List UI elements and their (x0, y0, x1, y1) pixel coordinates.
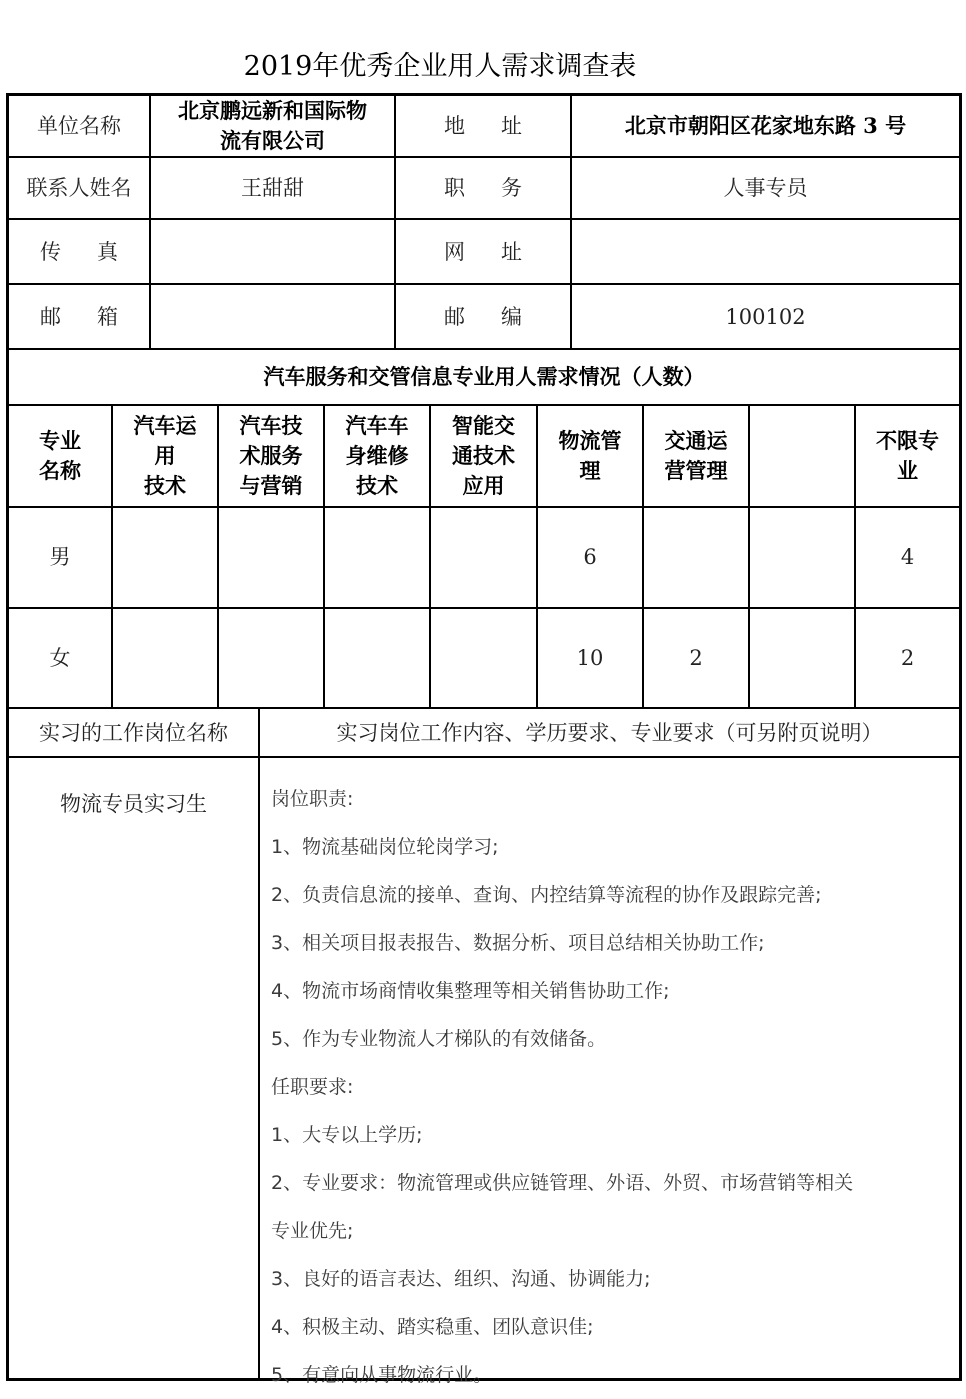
column-header-line: 不限专 (876, 428, 939, 453)
address-label (396, 96, 570, 156)
internship-name-header: 实习的工作岗位名称 (39, 720, 228, 745)
column-header-line: 与营销 (239, 473, 303, 498)
column-header (856, 406, 959, 506)
email-label-text: 邮 箱 (39, 304, 133, 329)
column-header-line: 交通运 (664, 428, 728, 453)
fax-value (151, 220, 394, 283)
table-cell: 2 (900, 646, 915, 670)
column-header-line: 汽车技 (239, 413, 303, 438)
internship-content-header: 实习岗位工作内容、学历要求、专业要求（可另附页说明） (336, 720, 883, 745)
description-line: 专业优先; (271, 1220, 354, 1242)
company-value (151, 96, 394, 156)
table-cell: 6 (583, 545, 597, 569)
table-cell (219, 508, 323, 606)
address-label-text: 地 址 (443, 114, 537, 138)
column-header-line: 应用 (462, 473, 505, 498)
column-header-line: 理 (579, 458, 601, 483)
row-label: 男 (49, 545, 71, 569)
fax-label-text: 传 真 (39, 239, 133, 264)
position-label-text: 职 务 (443, 176, 537, 200)
table-cell (644, 508, 748, 606)
column-header-line: 营管理 (664, 458, 728, 483)
address-value: 北京市朝阳区花家地东路 3 号 (624, 113, 907, 138)
company-value-line2: 流有限公司 (220, 128, 325, 153)
column-header-line: 技术 (144, 473, 186, 498)
document-title: 2019年优秀企业用人需求调查表 (243, 51, 637, 82)
row-divider (6, 756, 962, 758)
column-header-line: 专业 (39, 428, 81, 453)
description-line: 2、负责信息流的接单、查询、内控结算等流程的协作及跟踪完善; (271, 884, 822, 906)
column-header-line: 名称 (39, 458, 81, 483)
column-header-line: 智能交 (452, 413, 515, 438)
column-header-line: 用 (154, 443, 176, 468)
column-header-line: 物流管 (558, 428, 622, 453)
fax-label (9, 220, 149, 283)
description-line: 3、相关项目报表报告、数据分析、项目总结相关协助工作; (271, 932, 765, 954)
table-border-right (959, 93, 962, 1381)
website-label (396, 220, 570, 283)
demand-section-title: 汽车服务和交管信息专业用人需求情况（人数） (263, 364, 705, 389)
table-cell (113, 609, 217, 707)
column-header (325, 406, 429, 506)
table-cell (325, 508, 429, 606)
internship-description (271, 775, 957, 1399)
row-label: 女 (49, 646, 71, 670)
column-header (9, 406, 111, 506)
table-cell (431, 609, 536, 707)
description-line: 岗位职责: (271, 788, 354, 810)
column-header (644, 406, 748, 506)
table-cell (750, 609, 854, 707)
column-header-line: 汽车车 (345, 413, 409, 438)
table-cell: 4 (900, 545, 915, 569)
description-line: 5、作为专业物流人才梯队的有效储备。 (271, 1028, 607, 1050)
column-header (750, 406, 854, 506)
column-header (538, 406, 642, 506)
zip-label (396, 285, 570, 348)
column-header-line: 技术 (356, 473, 398, 498)
column-header (113, 406, 217, 506)
column-header (219, 406, 323, 506)
email-value (151, 285, 394, 348)
column-header (431, 406, 536, 506)
email-label (9, 285, 149, 348)
table-cell: 10 (576, 646, 604, 670)
contact-label: 联系人姓名 (26, 176, 132, 200)
description-line: 4、积极主动、踏实稳重、团队意识佳; (271, 1316, 594, 1338)
table-cell (113, 508, 217, 606)
column-header-line: 业 (897, 458, 918, 483)
column-header-line: 术服务 (239, 443, 303, 468)
description-line: 3、良好的语言表达、组织、沟通、协调能力; (271, 1268, 651, 1290)
table-cell (750, 508, 854, 606)
column-header-line: 通技术 (452, 443, 515, 468)
company-label: 单位名称 (37, 114, 121, 138)
description-line: 1、物流基础岗位轮岗学习; (271, 836, 499, 858)
contact-value: 王甜甜 (241, 176, 304, 200)
description-line: 2、专业要求：物流管理或供应链管理、外语、外贸、市场营销等相关 (271, 1172, 854, 1194)
position-value: 人事专员 (723, 176, 808, 200)
website-label-text: 网 址 (443, 239, 537, 264)
position-label (396, 158, 570, 218)
company-value-line1: 北京鹏远新和国际物 (178, 98, 367, 123)
col-divider (258, 707, 260, 1380)
table-cell (325, 609, 429, 707)
description-line: 5、有意向从事物流行业。 (271, 1364, 493, 1386)
table-cell: 2 (689, 646, 703, 670)
description-line: 任职要求: (271, 1076, 354, 1098)
column-header-line: 身维修 (345, 443, 409, 468)
website-value (572, 220, 959, 283)
zip-value: 100102 (725, 304, 806, 329)
zip-label-text: 邮 编 (443, 304, 537, 329)
column-header-line: 汽车运 (133, 413, 197, 438)
table-cell (219, 609, 323, 707)
description-line: 1、大专以上学历; (271, 1124, 423, 1146)
description-line: 4、物流市场商情收集整理等相关销售协助工作; (271, 980, 670, 1002)
table-cell (431, 508, 536, 606)
internship-position-name: 物流专员实习生 (60, 792, 207, 816)
